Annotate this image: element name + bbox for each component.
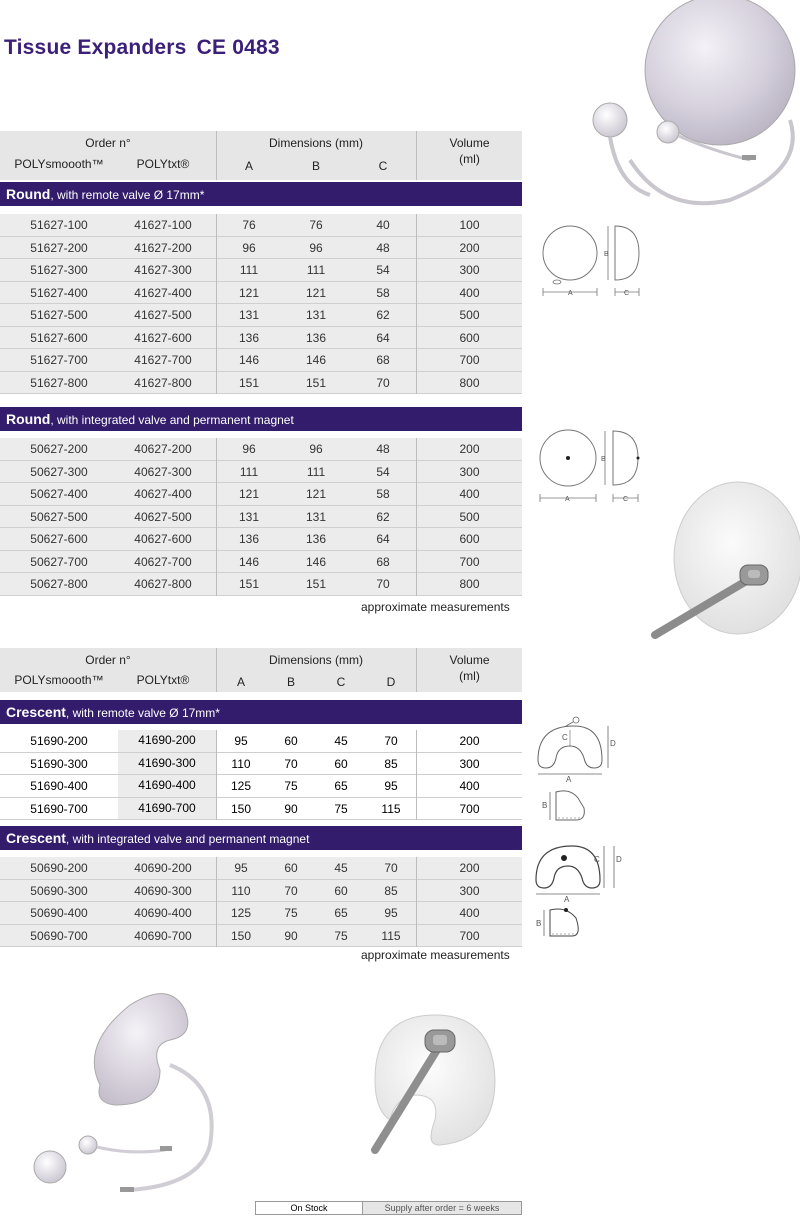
dim-d-label: D [616, 855, 622, 864]
polysmooth-code: 51627-700 [30, 353, 88, 367]
table-row [0, 327, 522, 350]
table-row [0, 259, 522, 282]
polytxt-code: 41627-600 [134, 330, 192, 345]
dim-a: 125 [230, 779, 252, 793]
dim-c: 75 [334, 928, 348, 943]
dim-c: 48 [376, 442, 390, 456]
polytxt-code: 40627-200 [134, 442, 192, 456]
dim-b: 70 [284, 883, 298, 898]
table-row [0, 775, 522, 798]
dim-c: 58 [376, 285, 390, 300]
dim-c: 70 [376, 577, 390, 591]
round-integrated-diagram [535, 428, 645, 508]
dimensions-header: Dimensions (mm) [268, 653, 363, 667]
section-desc: , with remote valve Ø 17mm* [50, 188, 205, 202]
ce-mark: CE 0483 [196, 36, 280, 59]
dim-a: 96 [242, 240, 256, 255]
polysmooth-code: 51627-400 [30, 285, 88, 300]
dim-b-label: B [536, 919, 542, 928]
table-row [0, 372, 522, 395]
dim-a: 136 [238, 532, 260, 546]
volume: 300 [459, 464, 480, 479]
section-desc: , with integrated valve and permanent magnet [50, 413, 294, 427]
polysmooth-header: POLYsmoooth™ [14, 157, 104, 171]
polysmooth-code: 51627-800 [30, 375, 88, 390]
dim-d: 85 [384, 756, 398, 771]
dim-a: 121 [238, 487, 260, 501]
dim-c-label: C [562, 733, 568, 742]
polysmooth-header: POLYsmoooth™ [14, 673, 104, 687]
dim-a: 76 [242, 218, 256, 232]
polysmooth-code: 51627-300 [30, 263, 88, 277]
dim-a: 146 [238, 554, 260, 569]
polysmooth-code: 50627-700 [30, 554, 88, 569]
dim-b: 131 [305, 308, 327, 322]
dim-d: 95 [384, 779, 398, 793]
table-row [0, 730, 522, 753]
polytxt-code: 40627-500 [134, 509, 192, 524]
dim-a: 110 [231, 883, 251, 898]
dim-b: 146 [305, 554, 327, 569]
dim-b: 151 [305, 577, 327, 591]
order-header: Order n° [85, 653, 131, 667]
dim-c: 45 [334, 861, 348, 875]
dim-a: 131 [238, 509, 260, 524]
section-desc: , with integrated valve and permanent magnet [65, 832, 310, 846]
polysmooth-code: 51690-300 [30, 756, 88, 771]
polysmooth-code: 50690-400 [30, 906, 88, 920]
dim-b: 96 [309, 240, 323, 255]
dim-b: 151 [305, 375, 327, 390]
table-row [0, 349, 522, 372]
dim-b: 90 [284, 928, 298, 943]
dim-b: 90 [284, 801, 298, 816]
polytxt-code: 41627-500 [134, 308, 192, 322]
col-b-header: B [286, 675, 295, 689]
polysmooth-code: 50690-300 [30, 883, 88, 898]
round-table-header [0, 131, 522, 180]
volume: 600 [459, 532, 480, 546]
polysmooth-code: 50627-500 [30, 509, 88, 524]
dim-a-label: A [568, 290, 573, 297]
round-expander-integrated-image [640, 470, 800, 670]
dim-c: 62 [376, 308, 390, 322]
volume: 200 [459, 734, 480, 748]
crescent-integrated-diagram [528, 838, 628, 943]
round-remote-diagram [535, 222, 645, 302]
volume-header: Volume [449, 653, 490, 667]
dim-c: 54 [376, 263, 390, 277]
polytxt-header: POLYtxt® [136, 157, 190, 171]
dim-d: 70 [384, 734, 398, 748]
polytxt-code: 41627-800 [134, 375, 192, 390]
polytxt-code: 40690-400 [134, 906, 192, 920]
legend-supply: Supply after order = 6 weeks [363, 1202, 521, 1214]
volume: 800 [459, 577, 480, 591]
dim-c: 64 [376, 330, 390, 345]
dim-a-label: A [566, 775, 572, 784]
volume: 500 [459, 308, 480, 322]
dim-b: 131 [305, 509, 327, 524]
section-name: Round [6, 411, 51, 427]
dim-b: 96 [309, 442, 323, 456]
volume: 400 [459, 285, 480, 300]
dim-a: 121 [238, 285, 260, 300]
polytxt-code: 40627-300 [134, 464, 192, 479]
dim-c: 48 [376, 240, 390, 255]
table-row [0, 551, 522, 574]
polysmooth-code: 50627-400 [30, 487, 88, 501]
polysmooth-code: 51627-600 [30, 330, 88, 345]
col-c-header: C [336, 675, 346, 689]
polysmooth-code: 50627-300 [30, 464, 88, 479]
section-round-remote [0, 182, 522, 206]
section-name: Crescent [6, 704, 66, 720]
dim-c: 68 [376, 554, 390, 569]
volume: 800 [459, 375, 480, 390]
polytxt-code: 41690-700 [118, 798, 216, 820]
dim-c: 54 [376, 464, 390, 479]
polytxt-code: 41627-100 [134, 218, 192, 232]
dim-b: 136 [305, 330, 327, 345]
volume: 200 [459, 861, 480, 875]
polytxt-code: 41690-200 [118, 730, 216, 752]
polysmooth-code: 51690-400 [30, 779, 88, 793]
dim-d-label: D [610, 739, 616, 748]
dim-c-label: C [624, 290, 630, 297]
dim-a-label: A [564, 895, 570, 904]
polytxt-code: 40690-200 [134, 861, 192, 875]
dim-d: 70 [384, 861, 398, 875]
table-row [0, 857, 522, 880]
polytxt-header: POLYtxt® [136, 673, 190, 687]
dim-b-label: B [542, 801, 548, 810]
table-row [0, 461, 522, 484]
dim-a: 146 [238, 353, 260, 367]
order-header: Order n° [85, 136, 131, 150]
crescent-expander-integrated-image [355, 1000, 505, 1180]
col-a-header: A [236, 675, 245, 689]
dim-a: 136 [238, 330, 260, 345]
dim-b: 121 [305, 487, 327, 501]
section-crescent-remote [0, 700, 522, 724]
dim-b: 60 [284, 861, 298, 875]
dim-a: 110 [231, 756, 251, 771]
dim-c: 60 [334, 883, 348, 898]
volume-unit-header: (ml) [459, 669, 480, 683]
dim-d: 115 [381, 801, 401, 816]
dim-a: 131 [238, 308, 260, 322]
polytxt-code: 40627-800 [134, 577, 192, 591]
dim-b: 75 [284, 779, 298, 793]
dim-d: 95 [384, 906, 398, 920]
section-name: Crescent [6, 830, 66, 846]
dim-b: 111 [306, 263, 326, 277]
title-text: Tissue Expanders [4, 36, 187, 59]
polysmooth-code: 50690-200 [30, 861, 88, 875]
dim-d: 85 [384, 883, 398, 898]
dim-a: 150 [230, 928, 252, 943]
stock-legend [255, 1201, 522, 1215]
table-row [0, 798, 522, 821]
section-round-integrated [0, 407, 522, 431]
col-b-header: B [311, 159, 320, 173]
dim-b: 70 [284, 756, 298, 771]
table-row [0, 528, 522, 551]
volume: 700 [459, 554, 480, 569]
col-a-header: A [244, 159, 253, 173]
table-row [0, 880, 522, 903]
volume: 400 [459, 906, 480, 920]
volume: 300 [459, 263, 480, 277]
volume: 400 [459, 779, 480, 793]
polytxt-code: 41627-300 [134, 263, 192, 277]
approx-note-1: approximate measurements [361, 600, 510, 614]
table-row [0, 438, 522, 461]
table-row [0, 573, 522, 596]
volume-header: Volume [449, 136, 490, 150]
table-row [0, 925, 522, 948]
polysmooth-code: 51627-500 [30, 308, 88, 322]
polytxt-code: 40627-700 [134, 554, 192, 569]
dim-b: 75 [284, 906, 298, 920]
dim-b: 121 [305, 285, 327, 300]
dim-a: 151 [238, 577, 260, 591]
dim-c: 68 [376, 353, 390, 367]
crescent-expander-remote-image [20, 985, 240, 1215]
dim-b-label: B [601, 456, 606, 463]
polytxt-code: 41627-400 [134, 285, 192, 300]
polysmooth-code: 51627-200 [30, 240, 88, 255]
round-expander-remote-image [570, 0, 800, 210]
polytxt-code: 41627-700 [134, 353, 192, 367]
dim-c: 65 [334, 779, 348, 793]
volume: 700 [459, 801, 480, 816]
polysmooth-code: 50627-600 [30, 532, 88, 546]
legend-on-stock: On Stock [256, 1202, 363, 1214]
table-row [0, 753, 522, 776]
dim-c-label: C [594, 855, 600, 864]
approx-note-2: approximate measurements [361, 948, 510, 962]
dim-c-label: C [623, 496, 629, 503]
dim-a: 111 [239, 263, 259, 277]
section-crescent-integrated [0, 826, 522, 850]
dim-b: 76 [309, 218, 323, 232]
dim-c: 62 [376, 509, 390, 524]
volume: 700 [459, 928, 480, 943]
polysmooth-code: 50627-200 [30, 442, 88, 456]
volume: 700 [459, 353, 480, 367]
dim-c: 58 [376, 487, 390, 501]
dim-a: 95 [234, 734, 248, 748]
col-c-header: C [378, 159, 388, 173]
table-row [0, 483, 522, 506]
polytxt-code: 40627-600 [134, 532, 192, 546]
dim-c: 70 [376, 375, 390, 390]
dim-d: 115 [381, 928, 401, 943]
dim-c: 75 [334, 801, 348, 816]
table-row [0, 237, 522, 260]
crescent-remote-diagram [528, 712, 628, 827]
polytxt-code: 40690-300 [134, 883, 192, 898]
dim-c: 60 [334, 756, 348, 771]
table-row [0, 902, 522, 925]
polytxt-code: 40690-700 [134, 928, 192, 943]
dim-b: 146 [305, 353, 327, 367]
volume: 300 [459, 883, 480, 898]
polytxt-code: 40627-400 [134, 487, 192, 501]
page-title [4, 36, 280, 60]
polysmooth-code: 50627-800 [30, 577, 88, 591]
volume: 500 [459, 509, 480, 524]
polysmooth-code: 51690-700 [30, 801, 88, 816]
dim-a: 150 [230, 801, 252, 816]
section-desc: , with remote valve Ø 17mm* [65, 706, 220, 720]
polysmooth-code: 51627-100 [30, 218, 88, 232]
volume: 200 [459, 442, 480, 456]
volume: 200 [459, 240, 480, 255]
dim-a: 96 [242, 442, 256, 456]
section-name: Round [6, 186, 51, 202]
table-row [0, 214, 522, 237]
dim-c: 45 [334, 734, 348, 748]
polysmooth-code: 51690-200 [30, 734, 88, 748]
polytxt-code: 41690-400 [118, 775, 216, 797]
dim-c: 65 [334, 906, 348, 920]
table-row [0, 506, 522, 529]
dimensions-header: Dimensions (mm) [268, 136, 363, 150]
dim-a: 125 [230, 906, 252, 920]
volume: 300 [459, 756, 480, 771]
col-d-header: D [386, 675, 396, 689]
table-row [0, 304, 522, 327]
dim-a: 151 [238, 375, 260, 390]
polytxt-code: 41627-200 [134, 240, 192, 255]
dim-a: 95 [234, 861, 248, 875]
dim-b: 111 [306, 464, 326, 479]
volume: 100 [459, 218, 480, 232]
table-row [0, 282, 522, 305]
volume: 600 [459, 330, 480, 345]
dim-a-label: A [565, 496, 570, 503]
volume: 400 [459, 487, 480, 501]
polytxt-code: 41690-300 [118, 753, 216, 775]
polysmooth-code: 50690-700 [30, 928, 88, 943]
dim-b: 136 [305, 532, 327, 546]
volume-unit-header: (ml) [459, 152, 480, 166]
dim-c: 64 [376, 532, 390, 546]
crescent-table-header [0, 648, 522, 692]
dim-b: 60 [284, 734, 298, 748]
dim-a: 111 [239, 464, 259, 479]
dim-b-label: B [604, 251, 609, 258]
dim-c: 40 [376, 218, 390, 232]
